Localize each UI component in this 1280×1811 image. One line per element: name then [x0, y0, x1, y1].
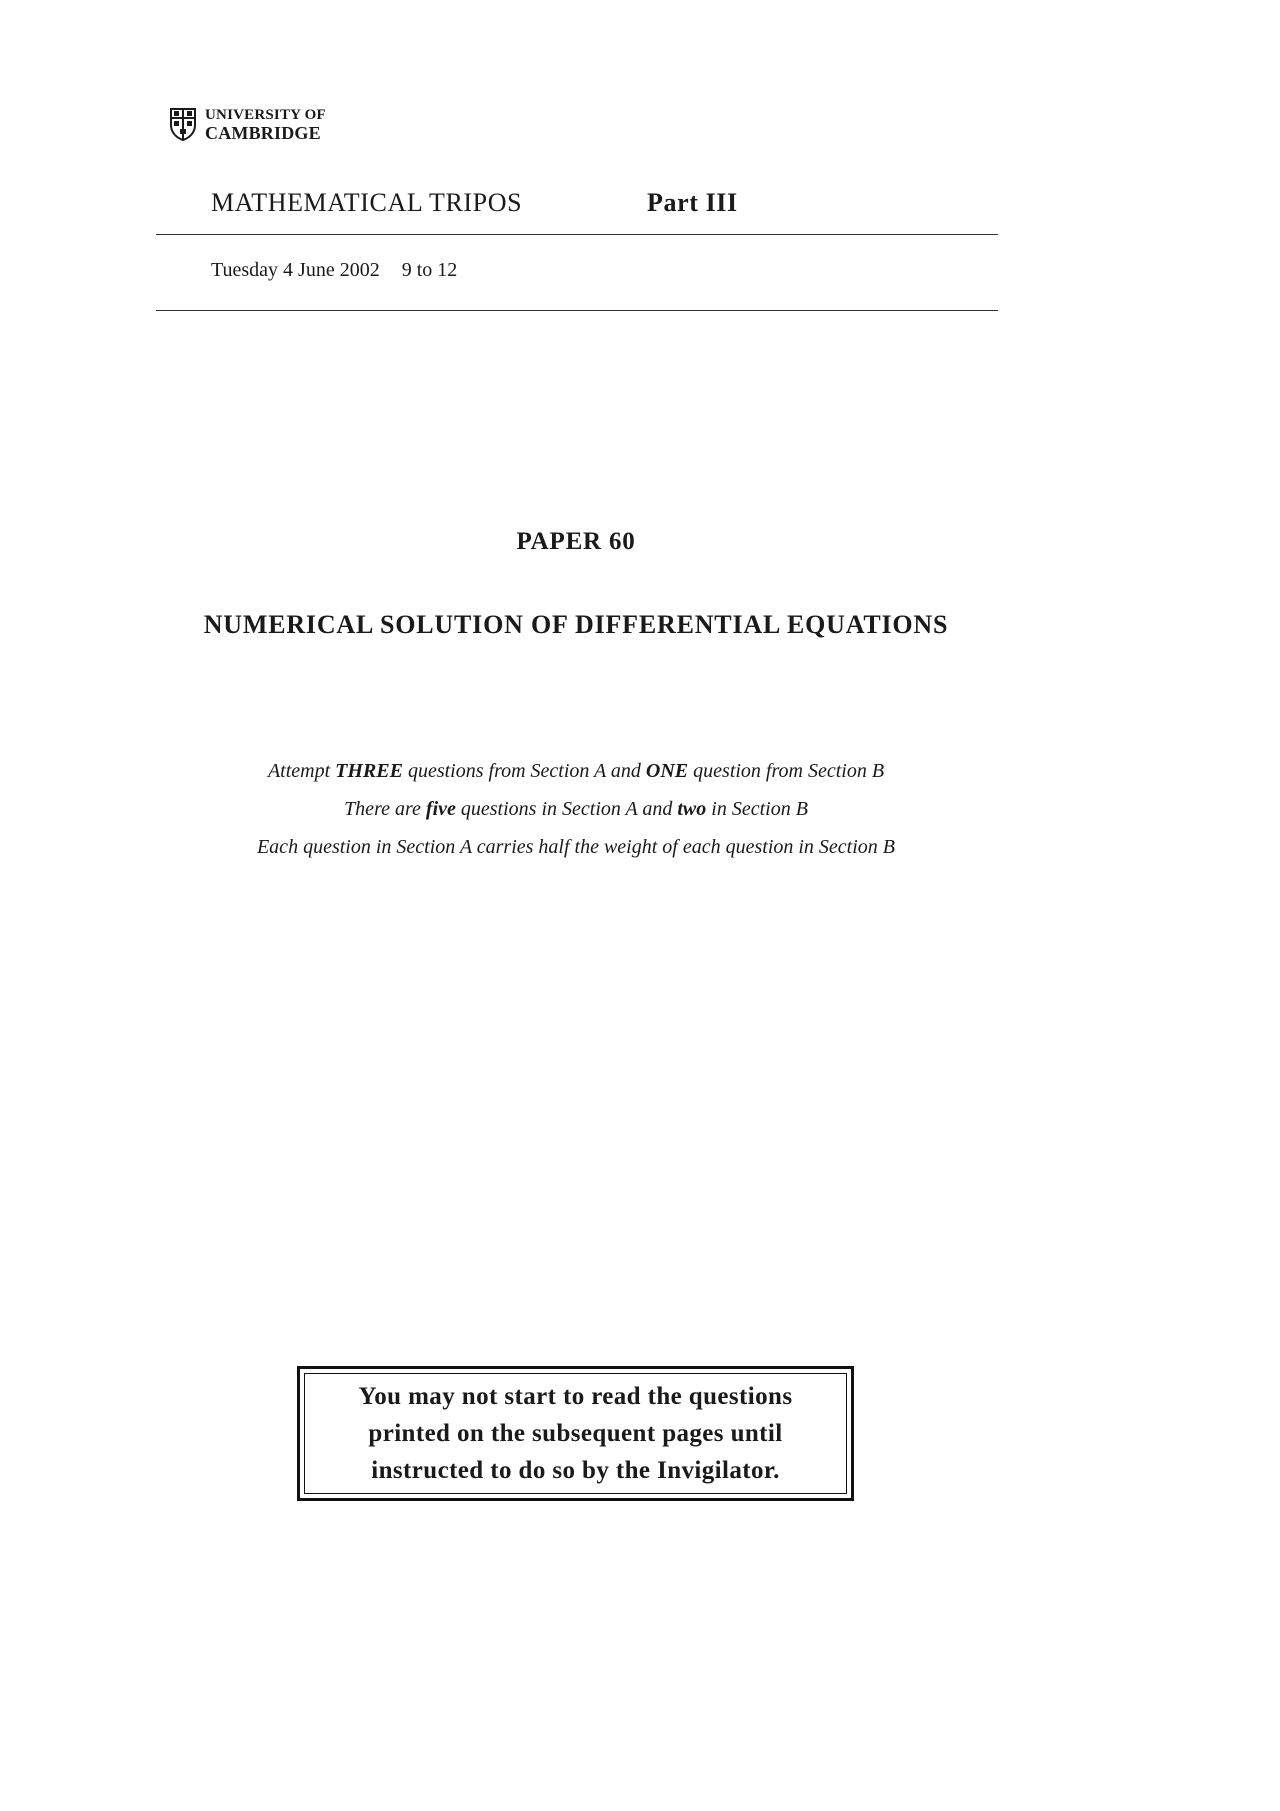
exam-date: Tuesday 4 June 2002 [211, 259, 380, 281]
instruction-text: There are [344, 798, 426, 820]
logo-line-1: UNIVERSITY OF [205, 107, 326, 123]
exam-datetime [211, 259, 457, 282]
instruction-text: Attempt [267, 760, 336, 782]
instruction-text: in Section B [706, 798, 808, 820]
paper-number: PAPER 60 [516, 528, 636, 555]
invigilator-notice [304, 1373, 847, 1494]
logo-wordmark [205, 106, 326, 142]
notice-line-1: You may not start to read the questions [358, 1383, 793, 1410]
header-rule-bottom [156, 310, 998, 311]
instruction-text: questions in Section A and [455, 798, 678, 820]
exam-time: 9 to 12 [401, 259, 458, 281]
exam-title: MATHEMATICAL TRIPOS [211, 188, 523, 217]
logo-line-2: CAMBRIDGE [205, 123, 321, 143]
university-crest-icon [169, 107, 197, 141]
paper-subject: NUMERICAL SOLUTION OF DIFFERENTIAL EQUATIONS [203, 610, 949, 639]
instructions [0, 752, 1152, 866]
instruction-emphasis: two [677, 798, 707, 820]
instruction-text: questions from Section A and [402, 760, 646, 782]
university-logo [169, 106, 326, 142]
notice-line-3: instructed to do so by the Invigilator. [371, 1457, 780, 1484]
instruction-emphasis: ONE [645, 760, 689, 782]
instruction-line-2 [0, 790, 1152, 828]
invigilator-notice-box [297, 1366, 854, 1501]
instruction-text: question from Section B [688, 760, 885, 782]
exam-part: Part III [647, 188, 738, 217]
instruction-emphasis: THREE [335, 760, 403, 782]
instruction-line-1 [0, 752, 1152, 790]
notice-line-2: printed on the subsequent pages until [368, 1420, 783, 1447]
header-rule-top [156, 234, 998, 235]
instruction-emphasis: five [425, 798, 456, 820]
instruction-line-3: Each question in Section A carries half the weight of each question in Section B [256, 836, 896, 858]
